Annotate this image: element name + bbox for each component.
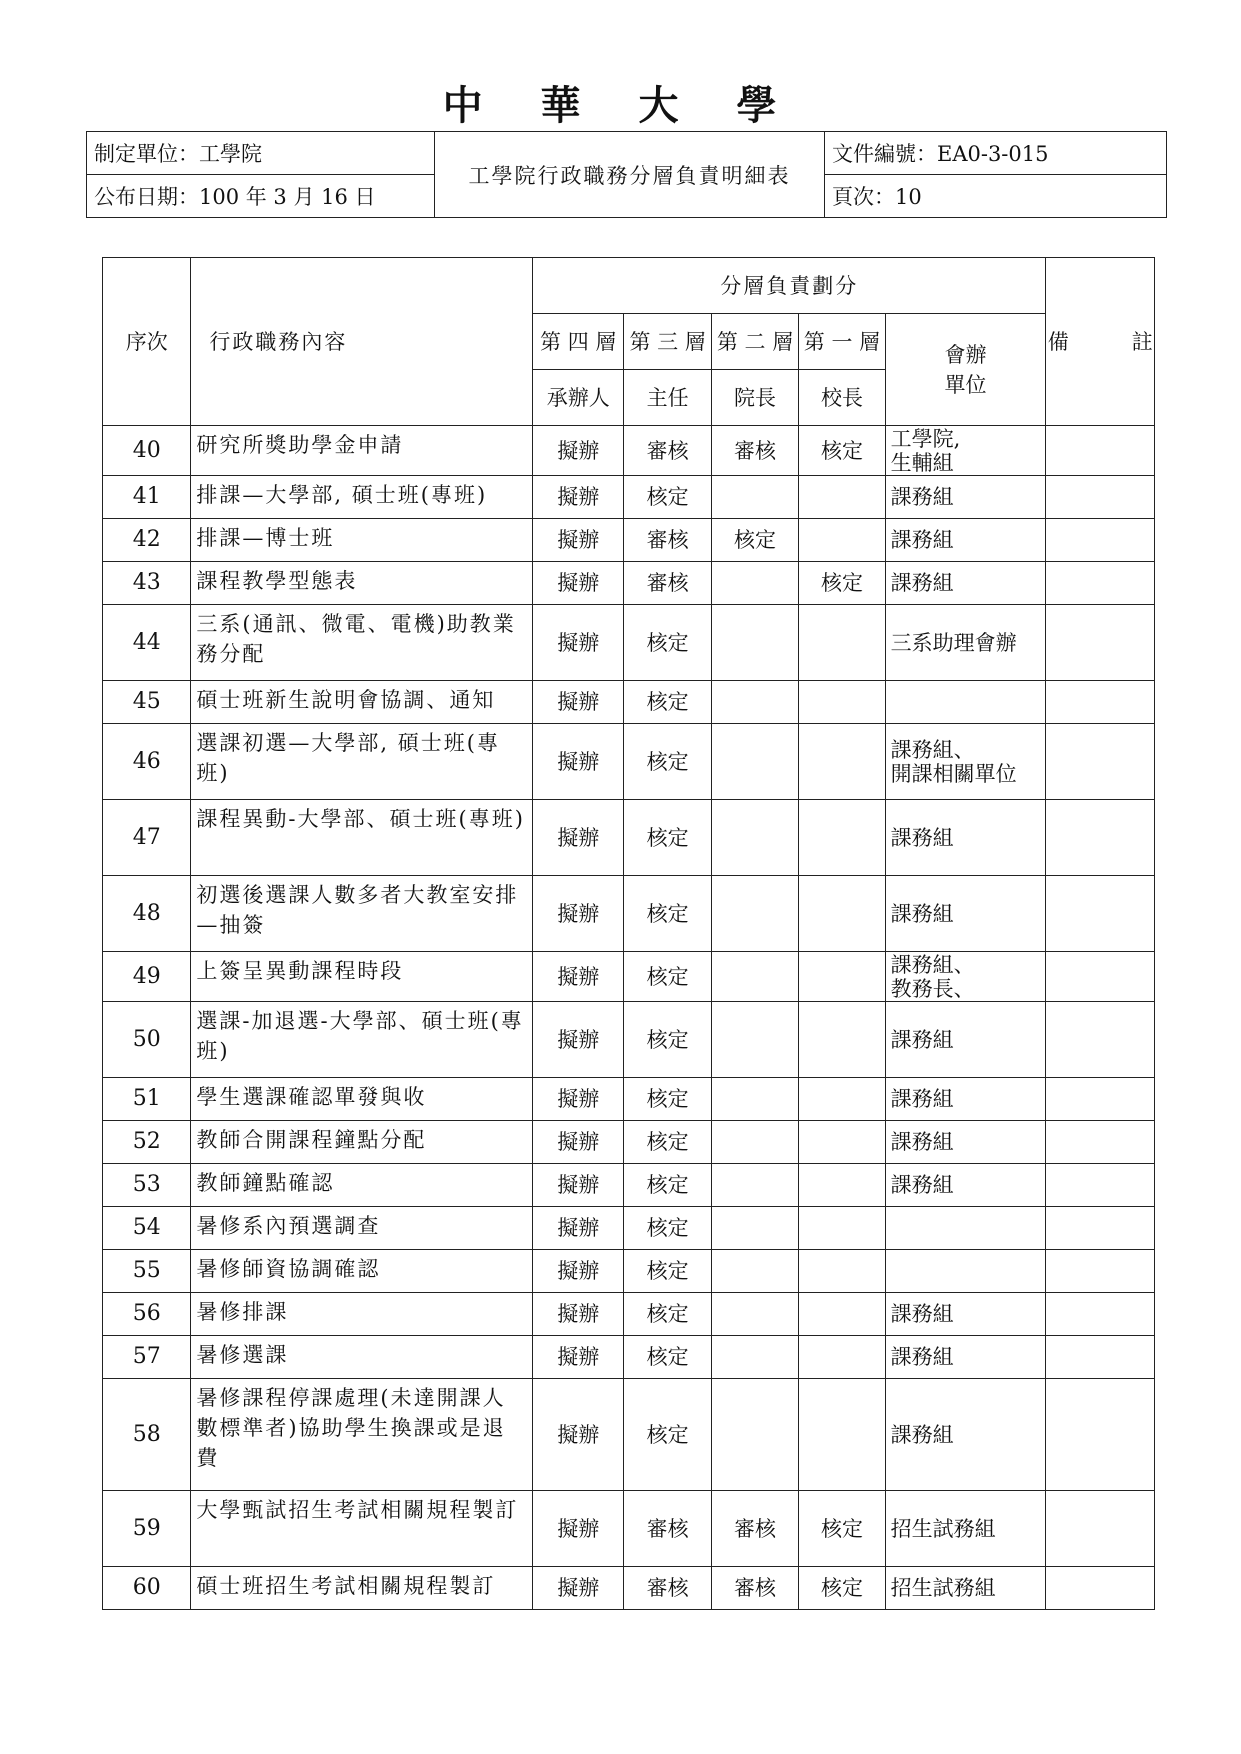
table-row [103, 876, 1155, 952]
row-level-2 [711, 724, 798, 800]
table-row [103, 952, 1155, 1002]
row-note [1046, 1491, 1155, 1567]
row-level-1 [799, 1336, 885, 1379]
row-level-3: 核定 [624, 1121, 711, 1164]
row-level-4: 擬辦 [533, 952, 624, 1002]
level-4-header: 第 四 層 [533, 314, 624, 370]
row-level-1 [799, 1293, 885, 1336]
row-content: 排課—大學部, 碩士班(專班) [191, 476, 533, 519]
row-level-2 [711, 1078, 798, 1121]
table-row [103, 519, 1155, 562]
row-level-4: 擬辦 [533, 605, 624, 681]
row-note [1046, 426, 1155, 476]
row-level-2: 核定 [711, 519, 798, 562]
seq-header: 序次 [103, 258, 191, 426]
row-cosign-unit: 課務組 [885, 1121, 1046, 1164]
row-seq: 40 [103, 426, 191, 476]
row-level-1 [799, 605, 885, 681]
row-level-2: 審核 [711, 1567, 798, 1610]
row-content: 暑修系內預選調查 [191, 1207, 533, 1250]
role-president: 校長 [799, 370, 885, 426]
table-row [103, 681, 1155, 724]
row-cosign-unit: 課務組 [885, 476, 1046, 519]
table-row [103, 800, 1155, 876]
row-cosign-unit: 課務組 [885, 1078, 1046, 1121]
row-level-2 [711, 562, 798, 605]
row-level-4: 擬辦 [533, 1250, 624, 1293]
row-content: 暑修師資協調確認 [191, 1250, 533, 1293]
row-note [1046, 605, 1155, 681]
row-note [1046, 562, 1155, 605]
row-level-1: 核定 [799, 1491, 885, 1567]
row-seq: 49 [103, 952, 191, 1002]
row-content: 排課—博士班 [191, 519, 533, 562]
row-level-1 [799, 1207, 885, 1250]
row-seq: 48 [103, 876, 191, 952]
row-level-3: 核定 [624, 724, 711, 800]
table-row [103, 1207, 1155, 1250]
row-cosign-unit: 工學院, 生輔組 [885, 426, 1046, 476]
row-content: 大學甄試招生考試相關規程製訂 [191, 1491, 533, 1567]
row-cosign-unit [885, 1250, 1046, 1293]
row-note [1046, 1164, 1155, 1207]
row-level-4: 擬辦 [533, 1491, 624, 1567]
row-level-3: 審核 [624, 426, 711, 476]
level-2-header: 第 二 層 [711, 314, 798, 370]
row-content: 暑修課程停課處理(未達開課人數標準者)協助學生換課或是退費 [191, 1379, 533, 1491]
row-level-2 [711, 1002, 798, 1078]
row-content: 學生選課確認單發與收 [191, 1078, 533, 1121]
row-level-3: 審核 [624, 1567, 711, 1610]
row-level-4: 擬辦 [533, 1078, 624, 1121]
row-level-2 [711, 476, 798, 519]
row-seq: 51 [103, 1078, 191, 1121]
row-level-1 [799, 1250, 885, 1293]
document-title: 工學院行政職務分層負責明細表 [435, 132, 825, 218]
row-level-1: 核定 [799, 562, 885, 605]
table-row [103, 1567, 1155, 1610]
role-handler: 承辦人 [533, 370, 624, 426]
row-level-3: 核定 [624, 1336, 711, 1379]
row-level-4: 擬辦 [533, 426, 624, 476]
row-seq: 43 [103, 562, 191, 605]
issuing-unit: 制定單位：工學院 [87, 132, 435, 175]
responsibility-table [102, 257, 1155, 1610]
row-level-3: 審核 [624, 519, 711, 562]
row-cosign-unit: 課務組 [885, 1293, 1046, 1336]
row-level-3: 核定 [624, 476, 711, 519]
row-note [1046, 519, 1155, 562]
role-director: 主任 [624, 370, 711, 426]
table-row [103, 1164, 1155, 1207]
row-level-3: 核定 [624, 1379, 711, 1491]
cosign-unit-header: 會辦 單位 [885, 314, 1046, 426]
row-note [1046, 1002, 1155, 1078]
row-level-2 [711, 952, 798, 1002]
row-level-2 [711, 1379, 798, 1491]
note-header: 備 註 [1046, 258, 1155, 426]
row-level-3: 核定 [624, 876, 711, 952]
row-level-3: 核定 [624, 1164, 711, 1207]
row-cosign-unit: 課務組 [885, 876, 1046, 952]
row-level-2 [711, 1207, 798, 1250]
row-seq: 56 [103, 1293, 191, 1336]
row-cosign-unit: 三系助理會辦 [885, 605, 1046, 681]
row-level-1 [799, 1164, 885, 1207]
row-level-4: 擬辦 [533, 1121, 624, 1164]
content-header: 行政職務內容 [191, 258, 533, 426]
row-level-1 [799, 1379, 885, 1491]
row-note [1046, 681, 1155, 724]
row-level-3: 核定 [624, 1002, 711, 1078]
row-note [1046, 724, 1155, 800]
row-cosign-unit [885, 1207, 1046, 1250]
row-level-4: 擬辦 [533, 681, 624, 724]
row-level-3: 核定 [624, 1207, 711, 1250]
row-level-1 [799, 1002, 885, 1078]
row-note [1046, 1567, 1155, 1610]
row-content: 上簽呈異動課程時段 [191, 952, 533, 1002]
row-level-3: 核定 [624, 952, 711, 1002]
row-level-3: 核定 [624, 800, 711, 876]
page-title: 中 華 大 學 [442, 82, 799, 129]
row-level-3: 審核 [624, 1491, 711, 1567]
row-level-1 [799, 681, 885, 724]
row-level-4: 擬辦 [533, 562, 624, 605]
row-level-1 [799, 1121, 885, 1164]
row-seq: 53 [103, 1164, 191, 1207]
row-note [1046, 1078, 1155, 1121]
table-row [103, 1379, 1155, 1491]
table-row [103, 1121, 1155, 1164]
row-cosign-unit: 課務組 [885, 1336, 1046, 1379]
row-level-3: 核定 [624, 1293, 711, 1336]
row-seq: 55 [103, 1250, 191, 1293]
row-cosign-unit: 招生試務組 [885, 1567, 1046, 1610]
row-level-4: 擬辦 [533, 519, 624, 562]
row-level-1 [799, 724, 885, 800]
row-level-2 [711, 1293, 798, 1336]
row-level-2 [711, 876, 798, 952]
row-content: 課程教學型態表 [191, 562, 533, 605]
row-level-4: 擬辦 [533, 1293, 624, 1336]
row-level-2 [711, 605, 798, 681]
row-cosign-unit [885, 681, 1046, 724]
row-seq: 50 [103, 1002, 191, 1078]
row-content: 教師合開課程鐘點分配 [191, 1121, 533, 1164]
row-level-4: 擬辦 [533, 1336, 624, 1379]
table-row [103, 562, 1155, 605]
row-level-4: 擬辦 [533, 1002, 624, 1078]
row-level-4: 擬辦 [533, 476, 624, 519]
row-content: 暑修選課 [191, 1336, 533, 1379]
row-level-1 [799, 476, 885, 519]
row-level-2 [711, 800, 798, 876]
row-note [1046, 1250, 1155, 1293]
row-content: 教師鐘點確認 [191, 1164, 533, 1207]
row-level-1: 核定 [799, 1567, 885, 1610]
table-row [103, 426, 1155, 476]
row-level-4: 擬辦 [533, 876, 624, 952]
row-level-4: 擬辦 [533, 1379, 624, 1491]
row-level-1 [799, 519, 885, 562]
table-row [103, 476, 1155, 519]
row-seq: 52 [103, 1121, 191, 1164]
row-seq: 59 [103, 1491, 191, 1567]
level-3-header: 第 三 層 [624, 314, 711, 370]
row-note [1046, 952, 1155, 1002]
table-row [103, 724, 1155, 800]
row-content: 初選後選課人數多者大教室安排—抽簽 [191, 876, 533, 952]
table-row [103, 1491, 1155, 1567]
row-cosign-unit: 課務組 [885, 800, 1046, 876]
row-seq: 58 [103, 1379, 191, 1491]
document-header-table [86, 131, 1167, 218]
row-level-3: 核定 [624, 605, 711, 681]
row-cosign-unit: 課務組 [885, 1164, 1046, 1207]
row-level-1 [799, 876, 885, 952]
page-number: 頁次：10 [825, 175, 1167, 218]
row-level-2: 審核 [711, 1491, 798, 1567]
table-row [103, 1293, 1155, 1336]
publish-date: 公布日期：100 年 3 月 16 日 [87, 175, 435, 218]
row-content: 選課初選—大學部, 碩士班(專班) [191, 724, 533, 800]
row-seq: 44 [103, 605, 191, 681]
document-number: 文件編號：EA0-3-015 [825, 132, 1167, 175]
role-dean: 院長 [711, 370, 798, 426]
row-level-3: 核定 [624, 681, 711, 724]
row-cosign-unit: 課務組、 開課相關單位 [885, 724, 1046, 800]
table-row [103, 1002, 1155, 1078]
row-note [1046, 1207, 1155, 1250]
row-level-2 [711, 1336, 798, 1379]
row-content: 碩士班招生考試相關規程製訂 [191, 1567, 533, 1610]
row-cosign-unit: 課務組、 教務長、 [885, 952, 1046, 1002]
level-1-header: 第 一 層 [799, 314, 885, 370]
row-level-1 [799, 800, 885, 876]
row-level-4: 擬辦 [533, 800, 624, 876]
table-row [103, 1336, 1155, 1379]
row-note [1046, 476, 1155, 519]
row-level-2 [711, 681, 798, 724]
row-level-4: 擬辦 [533, 1164, 624, 1207]
row-note [1046, 1336, 1155, 1379]
level-group-header: 分層負責劃分 [533, 258, 1046, 314]
row-level-1: 核定 [799, 426, 885, 476]
row-note [1046, 876, 1155, 952]
row-level-2 [711, 1164, 798, 1207]
row-note [1046, 1121, 1155, 1164]
row-note [1046, 800, 1155, 876]
row-level-3: 審核 [624, 562, 711, 605]
row-level-2 [711, 1250, 798, 1293]
row-note [1046, 1293, 1155, 1336]
row-level-3: 核定 [624, 1250, 711, 1293]
row-cosign-unit: 課務組 [885, 519, 1046, 562]
row-note [1046, 1379, 1155, 1491]
row-content: 研究所獎助學金申請 [191, 426, 533, 476]
row-level-1 [799, 952, 885, 1002]
row-level-1 [799, 1078, 885, 1121]
row-content: 課程異動-大學部、碩士班(專班) [191, 800, 533, 876]
row-seq: 47 [103, 800, 191, 876]
row-cosign-unit: 課務組 [885, 1002, 1046, 1078]
row-level-3: 核定 [624, 1078, 711, 1121]
row-cosign-unit: 招生試務組 [885, 1491, 1046, 1567]
table-row [103, 605, 1155, 681]
table-row [103, 1078, 1155, 1121]
row-seq: 54 [103, 1207, 191, 1250]
row-level-2: 審核 [711, 426, 798, 476]
row-level-4: 擬辦 [533, 1207, 624, 1250]
row-level-2 [711, 1121, 798, 1164]
row-content: 碩士班新生說明會協調、通知 [191, 681, 533, 724]
row-content: 三系(通訊、微電、電機)助教業務分配 [191, 605, 533, 681]
row-level-4: 擬辦 [533, 724, 624, 800]
row-seq: 46 [103, 724, 191, 800]
row-seq: 45 [103, 681, 191, 724]
row-seq: 42 [103, 519, 191, 562]
row-level-4: 擬辦 [533, 1567, 624, 1610]
table-row [103, 1250, 1155, 1293]
row-seq: 60 [103, 1567, 191, 1610]
row-cosign-unit: 課務組 [885, 1379, 1046, 1491]
row-cosign-unit: 課務組 [885, 562, 1046, 605]
row-content: 暑修排課 [191, 1293, 533, 1336]
row-content: 選課-加退選-大學部、碩士班(專班) [191, 1002, 533, 1078]
row-seq: 41 [103, 476, 191, 519]
row-seq: 57 [103, 1336, 191, 1379]
